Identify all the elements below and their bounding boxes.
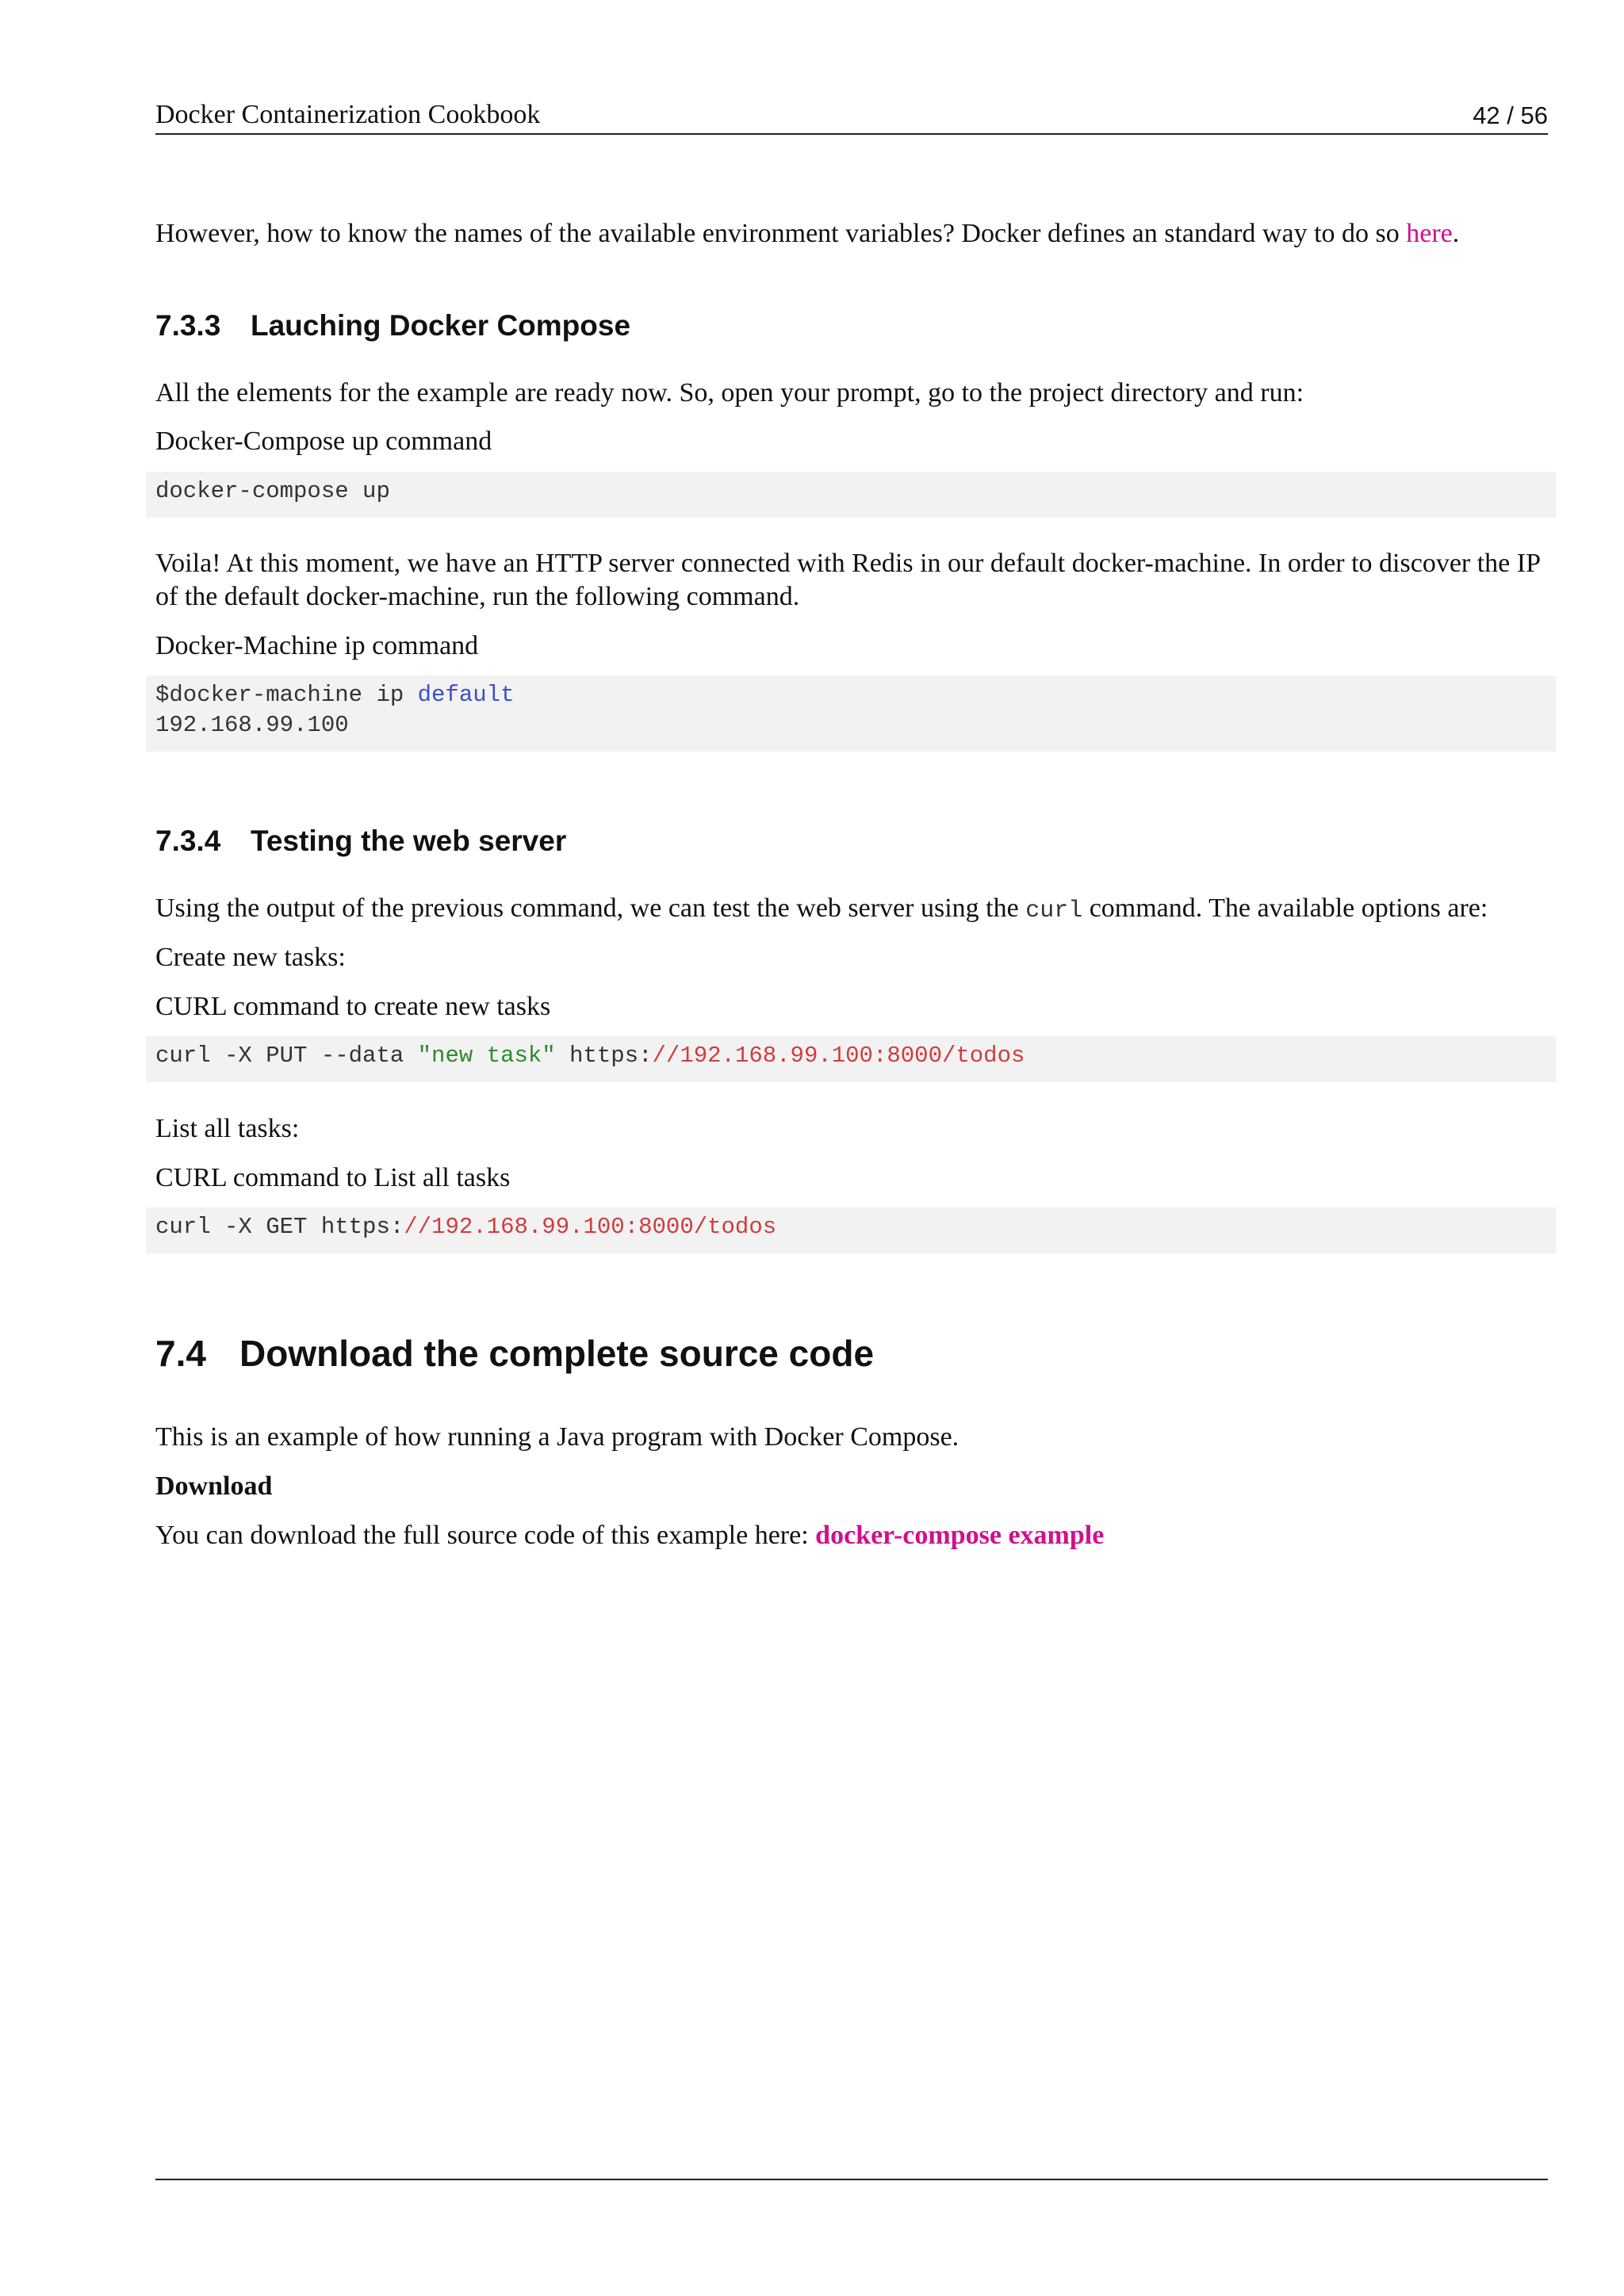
section-title: Lauching Docker Compose <box>251 309 631 342</box>
code-line: docker-compose up <box>155 478 390 504</box>
footer-rule <box>155 2179 1548 2180</box>
inline-code-curl: curl <box>1025 897 1083 924</box>
intro-period: . <box>1452 219 1460 248</box>
paragraph: This is an example of how running a Java program with Docker Compose. <box>155 1422 959 1452</box>
code-string: "new task" <box>417 1043 556 1069</box>
list-tasks-label: List all tasks: <box>155 1114 300 1143</box>
document-title: Docker Containerization Cookbook <box>155 100 541 129</box>
section-number: 7.3.4 <box>155 825 221 857</box>
paragraph <box>155 892 1551 928</box>
code-caption: CURL command to create new tasks <box>155 992 551 1021</box>
paragraph: All the elements for the example are ready now. So, open your prompt, go to the project directory and run: <box>155 378 1304 408</box>
section-title: Download the complete source code <box>239 1333 875 1374</box>
section-heading-7-4 <box>155 1332 874 1375</box>
code-command: $docker-machine ip <box>155 682 418 708</box>
paragraph-text: Using the output of the previous command, we can test the web server using the <box>155 894 1026 923</box>
section-title: Testing the web server <box>251 825 567 857</box>
code-url: //192.168.99.100:8000/todos <box>404 1214 777 1240</box>
code-caption: Docker-Compose up command <box>155 427 492 456</box>
intro-text: However, how to know the names of the available environment variables? Docker defines an standard way to do so <box>155 219 1407 248</box>
code-url: //192.168.99.100:8000/todos <box>652 1043 1025 1069</box>
here-link[interactable]: here <box>1406 219 1453 248</box>
section-heading-7-3-4 <box>155 825 566 858</box>
page-number: 42 / 56 <box>1473 101 1548 129</box>
code-caption: CURL command to List all tasks <box>155 1163 511 1192</box>
code-block-curl-put <box>146 1036 1556 1082</box>
code-caption: Docker-Machine ip command <box>155 631 479 660</box>
section-heading-7-3-3 <box>155 309 630 342</box>
paragraph <box>155 1519 1551 1552</box>
paragraph: Voila! At this moment, we have an HTTP server connected with Redis in our default docker-machine. In order to discover the IP of the default docker-machine, run the following command. <box>155 549 1540 611</box>
code-argument: default <box>417 682 515 708</box>
code-block-compose-up <box>146 472 1556 518</box>
code-command: curl -X GET https: <box>155 1214 404 1240</box>
intro-paragraph <box>155 217 1551 251</box>
download-text: You can download the full source code of this example here: <box>155 1521 816 1550</box>
paragraph-text: command. The available options are: <box>1082 894 1488 923</box>
code-block-machine-ip <box>146 675 1556 752</box>
download-label: Download <box>155 1471 273 1501</box>
code-scheme: https: <box>555 1043 653 1069</box>
code-output: 192.168.99.100 <box>155 712 349 738</box>
code-command: curl -X PUT --data <box>155 1043 418 1069</box>
create-tasks-label: Create new tasks: <box>155 943 346 972</box>
code-block-curl-get <box>146 1207 1556 1253</box>
section-number: 7.3.3 <box>155 309 221 342</box>
section-number: 7.4 <box>155 1333 206 1374</box>
page-header <box>155 94 1548 135</box>
docker-compose-example-link[interactable]: docker-compose example <box>815 1521 1105 1550</box>
